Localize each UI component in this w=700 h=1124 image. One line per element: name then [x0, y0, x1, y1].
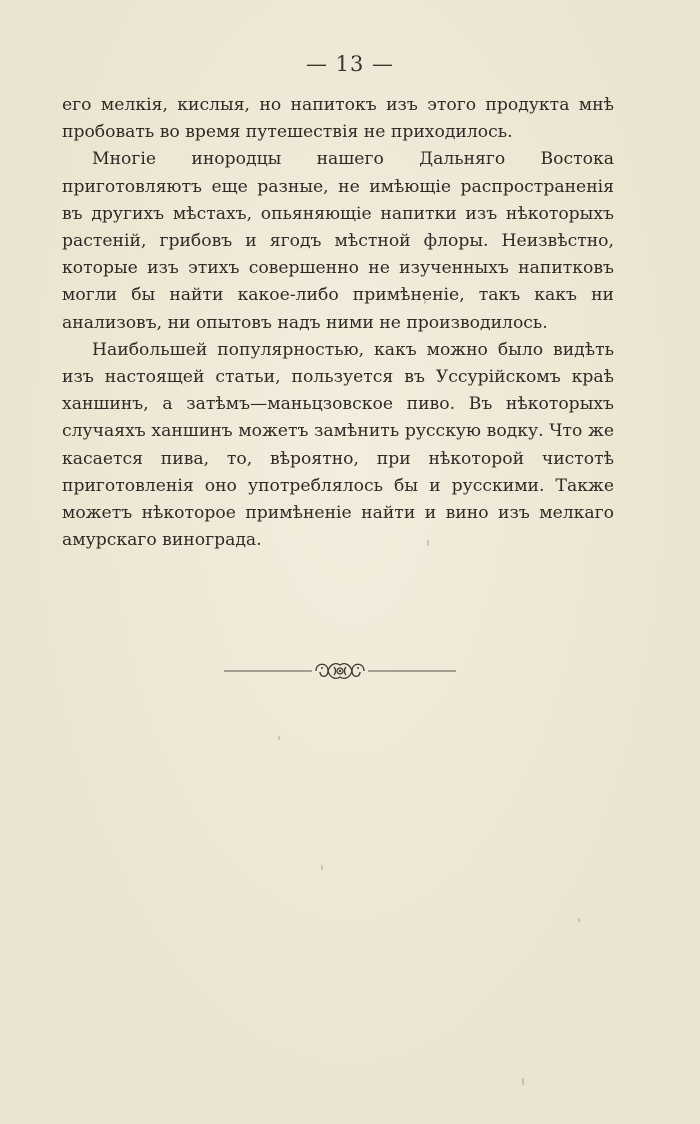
paper-speck	[278, 736, 280, 740]
paper-speck	[321, 865, 323, 870]
paragraph-2: Многіе инородцы нашего Дальняго Востока приготовляютъ еще разные, не имѣющіе распространенія въ другихъ мѣстахъ, опьяняющіе напитки изъ нѣкоторыхъ растеній, грибовъ и ягодъ мѣстной флоры. Неизвѣстно, которые изъ этихъ совершенно не изученныхъ напитковъ могли бы найти какое-либо примѣненіе, такъ какъ ни анализовъ, ни опытовъ надъ ними не производилось.	[62, 149, 614, 333]
ornament-divider	[224, 656, 456, 686]
paragraph-3: Наибольшей популярностью, какъ можно было видѣть изъ настоящей статьи, пользуется въ Уссурійскомъ краѣ ханшинъ, а затѣмъ—маньцзовское пиво. Въ нѣкоторыхъ случаяхъ ханшинъ можетъ замѣнить русскую водку. Что же касается пива, то, вѣроятно, при нѣкоторой чистотѣ приготовленія оно употреблялось бы и русскими. Также можетъ нѣкоторое примѣненіе найти и вино изъ мелкаго амурскаго винограда.	[62, 339, 614, 551]
paper-speck	[522, 1078, 524, 1085]
paper-speck	[577, 918, 581, 922]
page-number: — 13 —	[305, 52, 395, 76]
ornament-divider-icon	[224, 656, 456, 686]
paper-speck	[427, 540, 429, 546]
body-text	[62, 92, 614, 554]
paper-speck	[424, 300, 426, 304]
paragraph-1: его мелкія, кислыя, но напитокъ изъ этого продукта мнѣ пробовать во время путешествія не приходилось.	[62, 95, 614, 143]
